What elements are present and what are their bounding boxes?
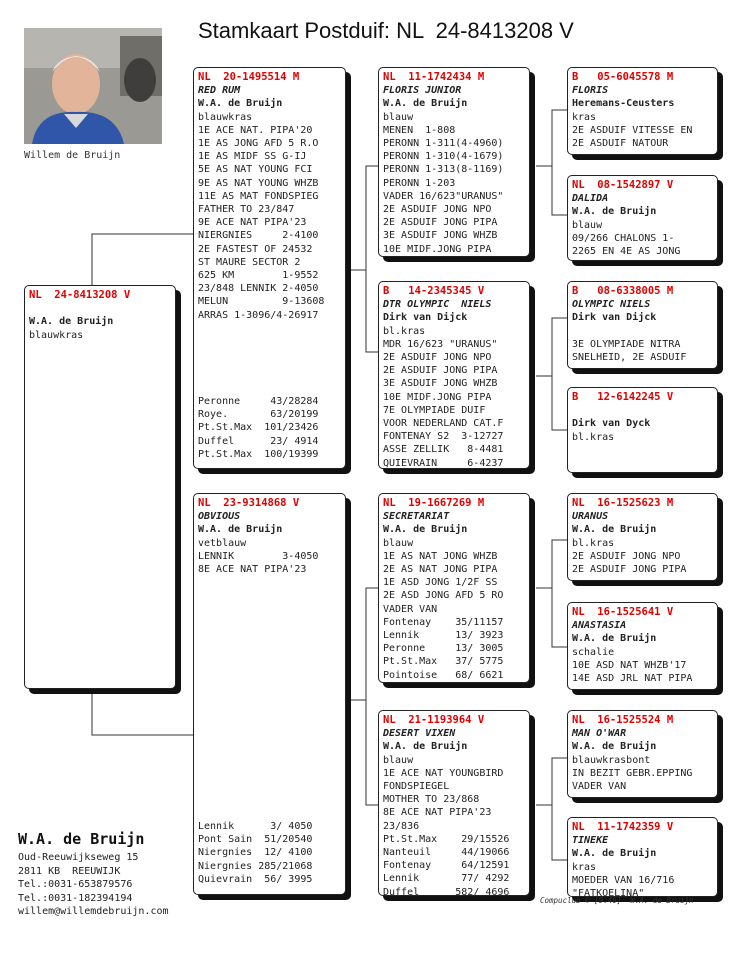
breeder-phone: Tel.:0031-653879576 (18, 879, 133, 890)
stat-line: Roye. 63/20199 (198, 409, 319, 421)
pedigree-card-fm-father (567, 281, 718, 369)
result-line: 1E AS NAT JONG WHZB (383, 550, 498, 562)
owner: W.A. de Bruijn (572, 848, 657, 860)
result-line: 2E ASDUIF JONG PIPA (383, 217, 498, 229)
pigeon-name: DESERT VIXEN (383, 728, 456, 740)
result-line: 2E FASTEST OF 24532 (198, 243, 313, 255)
ring-number: NL 11-1742359 V (572, 821, 674, 833)
owner: W.A. de Bruijn (383, 741, 468, 753)
result-line: 2E ASDUIF VITESSE EN (572, 124, 693, 136)
result-line: Pt.St.Max 37/ 5775 (383, 656, 504, 668)
pigeon-name: URANUS (572, 511, 609, 523)
result-line: MOEDER VAN 16/716 (572, 874, 675, 886)
ring-number: NL 16-1525524 M (572, 714, 674, 726)
owner: W.A. de Bruijn (198, 98, 283, 110)
result-line: Nanteuil 44/19066 (383, 847, 510, 859)
page-title: Stamkaart Postduif: NL 24-8413208 V (198, 18, 574, 43)
stat-line: Pt.St.Max 100/19399 (198, 448, 319, 460)
color: blauw (383, 537, 414, 549)
result-line: VADER VAN (572, 781, 627, 793)
result-line: PERONN 1-203 (383, 177, 456, 189)
result-line: 23/836 (383, 820, 420, 832)
result-line: ASSE ZELLIK 8-4481 (383, 444, 504, 456)
breeder-contact (18, 830, 169, 919)
result-line: 1E ASD JONG 1/2F SS (383, 577, 498, 589)
result-line: NIERGNIES 2-4100 (198, 230, 319, 242)
pedigree-card-mf-father (567, 493, 718, 581)
pedigree-card-ff-father (567, 67, 718, 155)
pigeon-name: FLORIS JUNIOR (383, 85, 462, 97)
pigeon-name: OBVIOUS (198, 511, 241, 523)
pedigree-card-mm-father (567, 710, 718, 798)
ring-number: NL 19-1667269 M (383, 497, 485, 509)
result-line: ARRAS 1-3096/4-26917 (198, 309, 319, 321)
pigeon-name: SECRETARIAT (383, 511, 450, 523)
result-line: Peronne 13/ 3005 (383, 643, 504, 655)
result-line: 09/266 CHALONS 1- (572, 232, 675, 244)
result-line: 9E ACE NAT PIPA'23 (198, 217, 307, 229)
pedigree-card-mother-father (378, 493, 530, 683)
breeder-phone: Tel.:0031-182394194 (18, 892, 133, 904)
pedigree-card-mother-mother (378, 710, 530, 896)
result-line: 2E ASD JONG AFD 5 RO (383, 590, 504, 602)
owner: W.A. de Bruijn (572, 741, 657, 753)
pedigree-card-fm-mother (567, 387, 718, 473)
stat-line: Lennik 3/ 4050 (198, 821, 313, 832)
result-line: FONTENAY S2 3-12727 (383, 431, 504, 443)
ring-number: NL 23-9314868 V (198, 497, 300, 509)
footer-credit: Compuclub © [9.46] W.A. de Bruijn (540, 896, 694, 905)
color: bl.kras (383, 325, 426, 337)
owner: W.A. de Bruijn (29, 316, 114, 328)
result-line: 11E AS MAT FONDSPIEG (198, 190, 319, 202)
result-line: 2E ASDUIF JONG PIPA (383, 365, 498, 377)
result-line: Pt.St.Max 29/15526 (383, 833, 510, 845)
result-line: FONDSPIEGEL (383, 781, 450, 793)
result-line: 10E MIDF.JONG PIPA (383, 243, 492, 255)
result-line: PERONN 1-313(8-1169) (383, 164, 504, 176)
owner: W.A. de Bruijn (572, 524, 657, 536)
color: blauw (383, 754, 414, 766)
pedigree-card-mother (193, 493, 346, 895)
color: blauw (572, 219, 603, 231)
color: blauwkras (198, 111, 253, 123)
stat-line: Pont Sain 51/20540 (198, 834, 313, 846)
result-line: 3E ASDUIF JONG WHZB (383, 378, 498, 390)
pigeon-name: FLORIS (572, 85, 609, 97)
ring-number: B 14-2345345 V (383, 285, 485, 297)
pedigree-card-father-father (378, 67, 530, 257)
ring-number: B 12-6142245 V (572, 391, 674, 403)
result-line: VOOR NEDERLAND CAT.F (383, 418, 504, 430)
result-line: MENEN 1-808 (383, 124, 456, 136)
result-line: Lennik 77/ 4292 (383, 873, 510, 885)
result-line: VADER 16/623"URANUS" (383, 190, 504, 202)
stat-line: Duffel 23/ 4914 (198, 435, 319, 447)
pigeon-name: DALIDA (572, 193, 609, 205)
result-line: 9E AS NAT YOUNG WHZB (198, 177, 319, 189)
pigeon-name: MAN O'WAR (572, 728, 627, 740)
breeder-name: W.A. de Bruijn (18, 830, 145, 848)
result-line: PERONN 1-310(4-1679) (383, 151, 504, 163)
result-line: 8E ACE NAT PIPA'23 (383, 807, 492, 819)
result-line: Pointoise 68/ 6621 (383, 669, 504, 681)
owner: W.A. de Bruijn (572, 206, 657, 218)
result-line: 14E ASD JRL NAT PIPA (572, 673, 693, 685)
race-stats (198, 395, 341, 461)
stat-line: Pt.St.Max 101/23426 (198, 422, 319, 434)
result-line: 10E ASD NAT WHZB'17 (572, 659, 687, 671)
color: kras (572, 861, 597, 873)
result-line: FATHER TO 23/847 (198, 204, 295, 216)
result-line: 2E ASDUIF NATOUR (572, 138, 669, 150)
pigeon-name: OLYMPIC NIELS (572, 299, 651, 311)
result-line: MOTHER TO 23/868 (383, 794, 480, 806)
ring-number: NL 21-1193964 V (383, 714, 485, 726)
stat-line: Quievrain 56/ 3995 (198, 873, 313, 885)
color: bl.kras (572, 537, 615, 549)
pedigree-card-father (193, 67, 346, 469)
photo-caption: Willem de Bruijn (24, 150, 121, 161)
breeder-address: Oud-Reeuwijkseweg 15 (18, 852, 139, 863)
result-line: IN BEZIT GEBR.EPPING (572, 767, 693, 779)
stat-line: Peronne 43/28284 (198, 396, 319, 407)
ring-number: NL 11-1742434 M (383, 71, 485, 83)
ring-number: B 08-6338005 M (572, 285, 674, 297)
ring-number: B 05-6045578 M (572, 71, 674, 83)
owner: Dirk van Dijck (572, 312, 657, 324)
result-line: 1E AS JONG AFD 5 R.O (198, 138, 319, 150)
result-line: "FATKOELINA" (572, 888, 645, 897)
result-line: 3E ASDUIF JONG WHZB (383, 230, 498, 242)
owner: Dirk van Dyck (572, 418, 651, 430)
result-line: ST MAURE SECTOR 2 (198, 256, 301, 268)
result-line: 10E MIDF.JONG PIPA (383, 391, 492, 403)
owner: W.A. de Bruijn (198, 524, 283, 536)
stat-line: Niergnies 285/21068 (198, 860, 313, 872)
result-line: 2265 EN 4E AS JONG (572, 246, 681, 258)
breeder-email[interactable]: willem@willemdebruijn.com (18, 906, 169, 917)
result-line: 625 KM 1-9552 (198, 270, 319, 282)
ring-number: NL 16-1525623 M (572, 497, 674, 509)
result-line: MDR 16/623 "URANUS" (383, 338, 498, 350)
result-line: MELUN 9-13608 (198, 296, 325, 308)
ring-number: NL 24-8413208 V (29, 289, 131, 301)
result-line: 2E ASDUIF JONG NPO (572, 550, 681, 562)
ring-number: NL 16-1525641 V (572, 606, 674, 618)
pigeon-name: TINEKE (572, 835, 609, 847)
owner: Dirk van Dijck (383, 312, 468, 324)
owner: W.A. de Bruijn (572, 633, 657, 645)
pedigree-card-subject (24, 285, 176, 689)
pedigree-card-father-mother (378, 281, 530, 469)
result-line: 5E AS NAT YOUNG FCI (198, 164, 313, 176)
pigeon-name: RED RUM (198, 85, 241, 97)
result-line: SNELHEID, 2E ASDUIF (572, 352, 687, 364)
breeder-city: 2811 KB REEUWIJK (18, 865, 121, 877)
ring-number: NL 20-1495514 M (198, 71, 300, 83)
color: vetblauw (198, 537, 247, 549)
result-line: 2E ASDUIF JONG PIPA (572, 564, 687, 576)
result-line: 2E ASDUIF JONG NPO (383, 352, 492, 364)
pedigree-card-mf-mother (567, 602, 718, 690)
result-line: 1E ACE NAT YOUNGBIRD (383, 767, 504, 779)
result-line: Duffel 582/ 4696 (383, 886, 510, 896)
pedigree-card-mm-mother (567, 817, 718, 897)
owner: W.A. de Bruijn (383, 524, 468, 536)
race-stats (198, 820, 341, 886)
owner: W.A. de Bruijn (383, 98, 468, 110)
color: blauw (383, 111, 414, 123)
color: bl.kras (572, 431, 615, 443)
pedigree-card-ff-mother (567, 175, 718, 261)
result-line: 7E OLYMPIADE DUIF (383, 404, 486, 416)
result-line: 8E ACE NAT PIPA'23 (198, 564, 307, 576)
ring-number: NL 08-1542897 V (572, 179, 674, 191)
color: schalie (572, 646, 615, 658)
result-line: 1E ACE NAT. PIPA'20 (198, 124, 313, 136)
result-line: 2E ASDUIF JONG NPO (383, 204, 492, 216)
result-line: Fontenay 64/12591 (383, 860, 510, 872)
pigeon-name: DTR OLYMPIC NIELS (383, 299, 492, 311)
color: kras (572, 111, 597, 123)
pigeon-name: ANASTASIA (572, 620, 627, 632)
result-line: Fontenay 35/11157 (383, 616, 504, 628)
result-line: 23/848 LENNIK 2-4050 (198, 283, 319, 295)
result-line: 2E AS NAT JONG PIPA (383, 564, 498, 576)
result-line: 3E OLYMPIADE NITRA (572, 338, 681, 350)
result-line: PERONN 1-311(4-4960) (383, 138, 504, 150)
result-line: 1E AS MIDF SS G-IJ (198, 151, 307, 163)
result-line: LENNIK 3-4050 (198, 550, 319, 562)
result-line: QUIEVRAIN 6-4237 (383, 457, 504, 469)
owner: Heremans-Ceusters (572, 98, 675, 110)
color: blauwkrasbont (572, 754, 651, 766)
color: blauwkras (29, 329, 84, 341)
result-line: VADER VAN (383, 603, 438, 615)
result-line: Lennik 13/ 3923 (383, 630, 504, 642)
stat-line: Niergnies 12/ 4100 (198, 847, 313, 859)
